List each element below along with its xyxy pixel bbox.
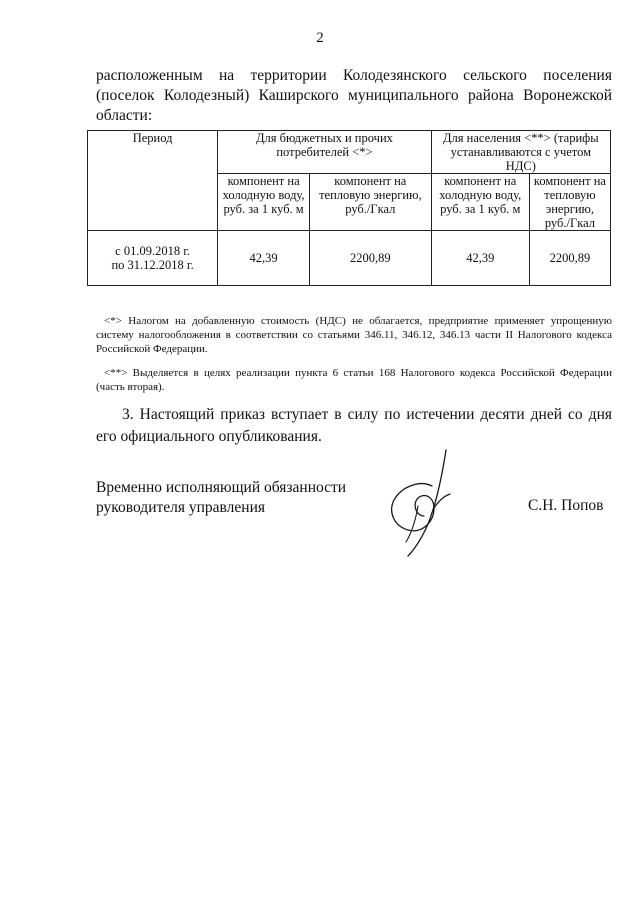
table-row (88, 231, 611, 286)
page-number: 2 (316, 30, 324, 46)
period-header: Период (88, 131, 218, 231)
value-heat-energy-budget: 2200,89 (309, 231, 431, 286)
subheader-cold-water-population: компонент на холодную воду, руб. за 1 куб. м (431, 174, 529, 231)
period-start: с 01.09.2018 г. (115, 244, 191, 258)
table-header-row (88, 131, 611, 174)
handwritten-signature-icon (372, 446, 472, 558)
tariff-table (87, 130, 611, 286)
period-end: по 31.12.2018 г. (111, 258, 194, 272)
population-header: Для населения <**> (тарифы устанавливаются с учетом НДС) (431, 131, 610, 174)
value-heat-energy-population: 2200,89 (529, 231, 610, 286)
value-cold-water-budget: 42,39 (218, 231, 310, 286)
subheader-cold-water-budget: компонент на холодную воду, руб. за 1 куб. м (218, 174, 310, 231)
footnote-vat-exempt: <*> Налогом на добавленную стоимость (НДС) не облагается, предприятие применяет упрощенную систему налогообложения в соответствии со статьями 346.11, 346.12, 346.13 части II Налогового кодекса Российской Федерации. (96, 315, 612, 355)
signer-position-line2: руководителя управления (96, 499, 266, 516)
signer-position (96, 478, 346, 518)
footnote-vat-allocated: <**> Выделяется в целях реализации пункта 6 статьи 168 Налогового кодекса Российской Федерации (часть вторая). (96, 367, 612, 393)
signer-name: С.Н. Попов (528, 497, 604, 514)
subheader-heat-energy-budget: компонент на тепловую энергию, руб./Гкал (309, 174, 431, 231)
value-cold-water-population: 42,39 (431, 231, 529, 286)
intro-paragraph: расположенным на территории Колодезянского сельского поселения (поселок Колодезный) Каширского муниципального района Воронежской области: (96, 67, 612, 124)
signer-position-line1: Временно исполняющий обязанности (96, 479, 347, 496)
clause-effective-date: 3. Настоящий приказ вступает в силу по истечении десяти дней со дня его официального опубликования. (96, 406, 612, 445)
subheader-heat-energy-population: компонент на тепловую энергию, руб./Гкал (529, 174, 610, 231)
budget-consumers-header: Для бюджетных и прочих потребителей <*> (218, 131, 431, 174)
period-cell (88, 231, 218, 286)
